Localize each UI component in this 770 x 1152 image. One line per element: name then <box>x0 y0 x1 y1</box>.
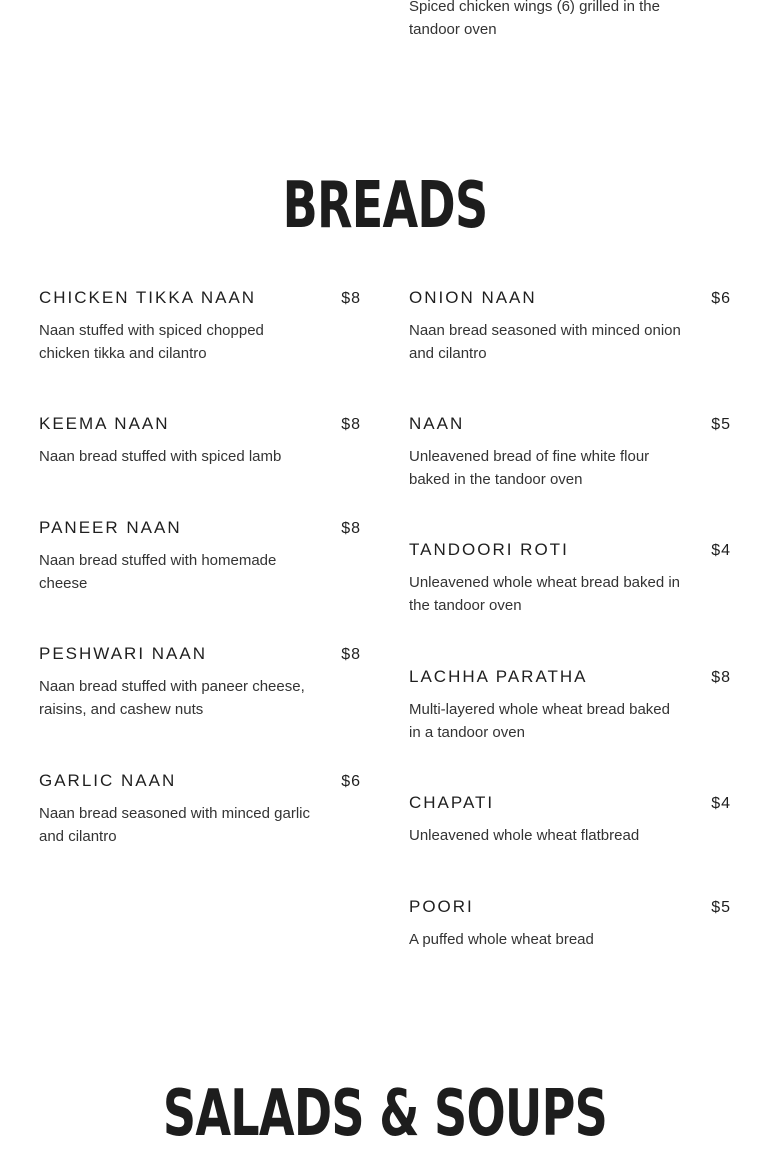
menu-item-price: $5 <box>711 899 731 916</box>
menu-item <box>39 644 361 771</box>
breads-right-column <box>409 288 731 977</box>
menu-item-description: Naan bread stuffed with paneer cheese, raisins, and cashew nuts <box>39 678 305 718</box>
menu-item-price: $4 <box>711 795 731 812</box>
menu-item-price: $5 <box>711 416 731 433</box>
breads-section-title: BREADS <box>282 169 488 243</box>
menu-item-description: A puffed whole wheat bread <box>409 931 594 948</box>
menu-item-description: Unleavened whole wheat flatbread <box>409 827 640 844</box>
menu-item <box>39 414 361 518</box>
menu-item-price: $8 <box>341 416 361 433</box>
menu-item-price: $8 <box>711 669 731 686</box>
menu-item <box>409 667 731 793</box>
menu-item-name: KEEMA NAAN <box>39 414 170 433</box>
menu-item-name: GARLIC NAAN <box>39 771 177 790</box>
menu-item-name: PANEER NAAN <box>39 518 182 537</box>
menu-item-description: Unleavened whole wheat bread baked in the tandoor oven <box>409 574 681 614</box>
chicken-wings-description: Spiced chicken wings (6) grilled in the tandoor oven <box>409 0 660 38</box>
menu-item-price: $6 <box>341 773 361 790</box>
menu-item <box>39 518 361 644</box>
menu-item <box>409 897 731 977</box>
menu-item <box>39 288 361 414</box>
menu-item <box>409 414 731 540</box>
menu-item-description: Naan bread seasoned with minced onion and cilantro <box>409 322 681 362</box>
menu-item-description: Naan bread stuffed with spiced lamb <box>39 448 282 465</box>
menu-item-name: NAAN <box>409 414 465 433</box>
menu-item-description: Naan stuffed with spiced chopped chicken tikka and cilantro <box>39 322 264 362</box>
menu-item-name: LACHHA PARATHA <box>409 667 588 686</box>
menu-item-name: TANDOORI ROTI <box>409 540 569 559</box>
menu-item <box>409 540 731 667</box>
menu-item <box>409 793 731 897</box>
menu-item-name: CHAPATI <box>409 793 495 812</box>
menu-item-name: PESHWARI NAAN <box>39 644 208 663</box>
menu-item-description: Naan bread stuffed with homemade cheese <box>39 552 277 592</box>
menu-item-description: Multi-layered whole wheat bread baked in a tandoor oven <box>409 701 670 741</box>
menu-item-description: Naan bread seasoned with minced garlic and cilantro <box>39 805 310 845</box>
salads-soups-section-title: SALADS & SOUPS <box>162 1077 608 1151</box>
menu-item-price: $8 <box>341 290 361 307</box>
menu-item <box>409 288 731 414</box>
menu-item-description: Unleavened bread of fine white flour baked in the tandoor oven <box>409 448 650 488</box>
menu-item-name: ONION NAAN <box>409 288 537 307</box>
menu-item-name: CHICKEN TIKKA NAAN <box>39 288 257 307</box>
menu-item-price: $4 <box>711 542 731 559</box>
breads-left-column <box>39 288 361 897</box>
menu-item <box>39 771 361 897</box>
menu-item-price: $6 <box>711 290 731 307</box>
menu-item-name: POORI <box>409 897 474 916</box>
menu-item-price: $8 <box>341 520 361 537</box>
menu-item-price: $8 <box>341 646 361 663</box>
